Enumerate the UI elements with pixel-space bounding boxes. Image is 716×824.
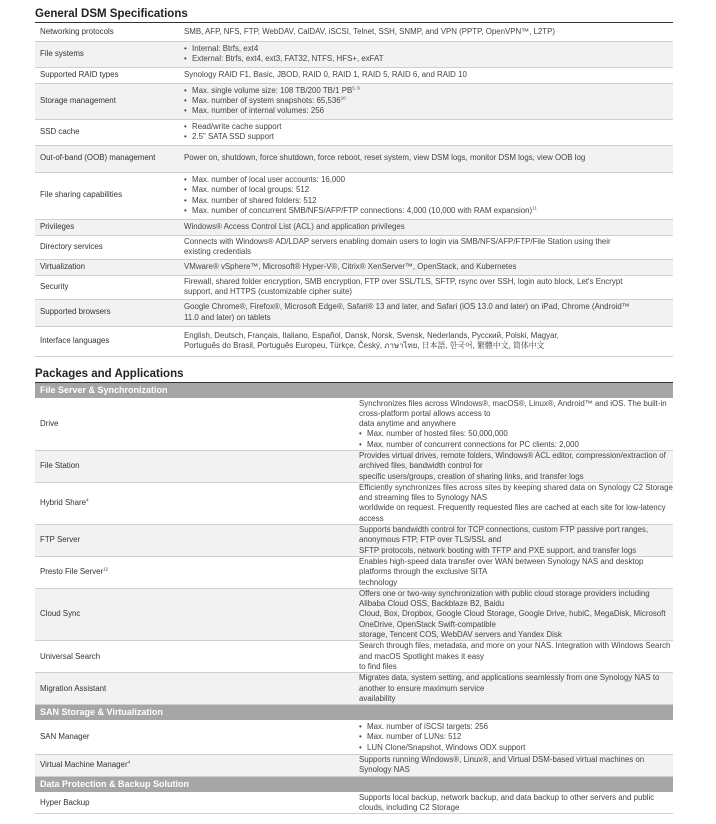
- spec-row: [35, 172, 673, 219]
- footnote-ref: 4: [86, 497, 89, 503]
- spec-value: [354, 792, 673, 814]
- spec-row: [35, 721, 673, 755]
- spec-row: [35, 641, 673, 673]
- spec-row: [35, 792, 673, 814]
- spec-line: data anytime and anywhere: [359, 419, 456, 429]
- spec-line: Migrates data, system setting, and applications seamlessly from one Synology NAS to another to ensure maximum service: [359, 673, 660, 693]
- spec-bullet-text: Internal: Btrfs, ext4: [192, 43, 259, 53]
- spec-value: [179, 145, 673, 172]
- spec-bullet: [184, 44, 673, 54]
- spec-bullet-text: Max. number of concurrent SMB/NFS/AFP/FTP connections: 4,000 (10,000 with RAM expansion): [192, 205, 533, 215]
- spec-label: [35, 641, 354, 673]
- spec-bullet: [184, 132, 673, 142]
- spec-line: Power on, shutdown, force shutdown, force reboot, reset system, view DSM logs, monitor DSM logs, view OOB log: [184, 153, 586, 163]
- spec-row: [35, 83, 673, 119]
- spec-label: [35, 588, 354, 640]
- spec-bullet-text: Max. single volume size: 108 TB/200 TB/1 PB: [192, 85, 353, 95]
- spec-label: [35, 299, 179, 326]
- spec-line: existing credentials: [184, 247, 252, 256]
- spec-bullet: [359, 722, 673, 732]
- spec-row: [35, 450, 673, 482]
- spec-bullet: [184, 122, 673, 132]
- spec-bullet-text: Max. number of system snapshots: 65,536: [192, 95, 341, 105]
- spec-label: [35, 525, 354, 557]
- spec-label-text: Security: [40, 281, 69, 291]
- footnote-ref: 5, 9: [352, 84, 360, 90]
- spec-value: [179, 172, 673, 219]
- spec-label: [35, 145, 179, 172]
- spec-line: Provides virtual drives, remote folders, Windows® ACL editor, compression/extraction of archived files, bandwidth control for: [359, 450, 666, 471]
- spec-bullet-text: Max. number of hosted files: 50,000,000: [367, 429, 508, 439]
- spec-label-text: Migration Assistant: [40, 683, 107, 693]
- spec-label: [35, 23, 179, 41]
- spec-line: English, Deutsch, Français, Italiano, Español, Dansk, Norsk, Svensk, Nederlands, Русский, Polski, Magyar,: [184, 330, 559, 340]
- spec-bullet-text: Max. number of internal volumes: 256: [192, 106, 325, 116]
- spec-label-text: Interface languages: [40, 335, 110, 345]
- spec-bullet-text: Read/write cache support: [192, 121, 282, 131]
- spec-label-text: Hybrid Share: [40, 498, 87, 508]
- spec-row: [35, 259, 673, 275]
- spec-line: Firewall, shared folder encryption, SMB encryption, FTP over SSL/TLS, SFTP, rsync over SSH, login auto block, Let's Encrypt: [184, 276, 623, 286]
- spec-line: storage, Tencent COS, WebDAV servers and Yandex Disk: [359, 630, 562, 640]
- category-title: Data Protection & Backup Solution: [35, 776, 673, 792]
- spec-value: [354, 673, 673, 705]
- spec-bullet-text: LUN Clone/Snapshot, Windows ODX support: [367, 742, 526, 752]
- spec-label-text: File systems: [40, 48, 84, 58]
- spec-row: [35, 482, 673, 524]
- spec-label-text: Presto File Server: [40, 567, 104, 577]
- spec-line: Português do Brasil, Português Europeu, Türkçe, Český, ภาษาไทย, 日本語, 한국어, 繁體中文, 简体中文: [184, 341, 545, 350]
- spec-line: to find files: [359, 661, 397, 671]
- spec-line: Offers one or two-way synchronization with public cloud storage providers including Alibaba Cloud OSS, Backblaze B2, Baidu: [359, 588, 650, 609]
- spec-label: [35, 172, 179, 219]
- spec-bullet: [184, 206, 673, 216]
- spec-label-text: Supported browsers: [40, 307, 111, 317]
- spec-value: [354, 588, 673, 640]
- spec-line: Windows® Access Control List (ACL) and application privileges: [184, 221, 405, 231]
- spec-value: [179, 119, 673, 145]
- spec-label-wrap: [40, 567, 108, 576]
- spec-label-text: Directory services: [40, 241, 103, 251]
- spec-bullet: [184, 196, 673, 206]
- spec-line: Connects with Windows® AD/LDAP servers enabling domain users to login via SMB/NFS/AFP/FTP/File Station using their: [184, 236, 611, 246]
- spec-bullet: [359, 440, 673, 450]
- spec-value: [179, 299, 673, 326]
- spec-bullet: [184, 106, 673, 116]
- spec-page: [35, 6, 673, 814]
- spec-value: [179, 235, 673, 259]
- spec-row: [35, 41, 673, 67]
- spec-line: 11.0 and later) on tablets: [184, 312, 271, 322]
- spec-label: [35, 83, 179, 119]
- spec-value: [179, 23, 673, 41]
- footnote-ref: 12: [103, 566, 109, 572]
- spec-line: SFTP protocols, network booting with TFTP and PXE support, and transfer logs: [359, 545, 637, 555]
- spec-row: [35, 23, 673, 41]
- spec-value: [354, 398, 673, 450]
- general-section-title: General DSM Specifications: [35, 8, 673, 23]
- spec-row: [35, 755, 673, 777]
- spec-line: Enables high-speed data transfer over WAN between Synology NAS and desktop platforms through the exclusive SITA: [359, 556, 644, 577]
- spec-value: [179, 326, 673, 356]
- general-spec-table: [35, 23, 673, 357]
- spec-row: [35, 67, 673, 83]
- spec-line: Supports bandwidth control for TCP connections, custom FTP passive port ranges, anonymous FTP, FTP over TLS/SSL and: [359, 525, 649, 545]
- spec-label-text: Networking protocols: [40, 26, 114, 36]
- spec-label: [35, 755, 354, 777]
- spec-line: Search through files, metadata, and more on your NAS. Integration with Windows Search and macOS Spotlight makes it easy: [359, 641, 671, 661]
- spec-label-text: FTP Server: [40, 535, 81, 545]
- spec-bullet-text: Max. number of LUNs: 512: [367, 732, 462, 742]
- category-title: SAN Storage & Virtualization: [35, 705, 673, 721]
- spec-bullet-text: Max. number of shared folders: 512: [192, 195, 317, 205]
- spec-value: [354, 556, 673, 588]
- spec-line: Supports running Windows®, Linux®, and Virtual DSM-based virtual machines on Synology NAS: [359, 755, 645, 775]
- spec-value: [179, 219, 673, 235]
- spec-row: [35, 398, 673, 450]
- spec-label: [35, 219, 179, 235]
- spec-value: [179, 83, 673, 119]
- spec-label: [35, 792, 354, 814]
- spec-value: [179, 41, 673, 67]
- spec-value: [354, 755, 673, 777]
- spec-line: Synchronizes files across Windows®, macOS®, Linux®, Android™ and iOS. The built-in cross-platform portal allows access to: [359, 398, 667, 418]
- spec-value: [354, 450, 673, 482]
- spec-line: technology: [359, 577, 398, 587]
- spec-line: specific users/groups, creation of sharing links, and transfer logs: [359, 471, 584, 481]
- spec-label-text: Virtual Machine Manager: [40, 760, 128, 770]
- spec-label-text: Privileges: [40, 221, 75, 231]
- spec-line: availability: [359, 693, 396, 703]
- spec-bullet: [184, 96, 673, 106]
- spec-line: Cloud, Box, Dropbox, Google Cloud Storage, Google Drive, hubiC, MegaDisk, Microsoft OneDrive, OpenStack Swift-compatible: [359, 609, 666, 629]
- spec-bullet-text: External: Btrfs, ext4, ext3, FAT32, NTFS, HFS+, exFAT: [192, 54, 384, 63]
- spec-label-wrap: [40, 760, 130, 769]
- spec-bullet-text: Max. number of concurrent connections for PC clients: 2,000: [367, 439, 579, 449]
- spec-label: [35, 259, 179, 275]
- spec-bullet: [359, 732, 673, 742]
- spec-label-text: SSD cache: [40, 126, 80, 136]
- spec-value: [354, 641, 673, 673]
- spec-bullet: [359, 743, 673, 753]
- spec-row: [35, 588, 673, 640]
- spec-label: [35, 673, 354, 705]
- spec-label-text: Cloud Sync: [40, 609, 81, 619]
- spec-label-text: SAN Manager: [40, 732, 90, 742]
- spec-bullet: [184, 86, 673, 96]
- spec-label: [35, 482, 354, 524]
- spec-value: [179, 259, 673, 275]
- spec-label-text: File sharing capabilities: [40, 190, 123, 200]
- spec-value: [179, 275, 673, 299]
- spec-label: [35, 556, 354, 588]
- footnote-ref: 10: [340, 95, 346, 101]
- spec-bullet-text: 2.5" SATA SSD support: [192, 132, 274, 141]
- category-header: [35, 383, 673, 399]
- category-header: [35, 776, 673, 792]
- spec-bullet: [184, 175, 673, 185]
- spec-label-text: Storage management: [40, 95, 116, 105]
- spec-label-text: Drive: [40, 419, 59, 429]
- spec-row: [35, 145, 673, 172]
- packages-section-title: Packages and Applications: [35, 368, 673, 383]
- spec-value: [354, 525, 673, 557]
- footnote-ref: 11: [532, 205, 537, 211]
- spec-row: [35, 673, 673, 705]
- spec-line: support, and HTTPS (customizable cipher suite): [184, 287, 352, 296]
- spec-label: [35, 450, 354, 482]
- spec-label: [35, 67, 179, 83]
- spec-label-text: File Station: [40, 461, 80, 471]
- spec-label-text: Hyper Backup: [40, 797, 90, 807]
- spec-line: Supports local backup, network backup, and data backup to other servers and public clouds, including C2 Storage: [359, 792, 655, 812]
- spec-label: [35, 398, 354, 450]
- spec-bullet-text: Max. number of local user accounts: 16,000: [192, 174, 346, 184]
- spec-line: worldwide on request. Frequently requested files are cached at each site for low-latency access: [359, 503, 666, 523]
- spec-label: [35, 119, 179, 145]
- spec-bullet-text: Max. number of local groups: 512: [192, 185, 310, 195]
- spec-row: [35, 119, 673, 145]
- spec-bullet: [359, 429, 673, 439]
- spec-row: [35, 275, 673, 299]
- spec-line: Efficiently synchronizes files across sites by keeping shared data on Synology C2 Storage and streaming files to Synology NAS: [359, 482, 673, 503]
- spec-row: [35, 326, 673, 356]
- spec-line: VMware® vSphere™, Microsoft® Hyper-V®, Citrix® XenServer™, OpenStack, and Kubernetes: [184, 261, 517, 271]
- spec-bullet: [184, 185, 673, 195]
- spec-bullet: [184, 54, 673, 64]
- spec-label-text: Out-of-band (OOB) management: [40, 153, 156, 163]
- spec-row: [35, 219, 673, 235]
- spec-label-text: Virtualization: [40, 261, 86, 271]
- spec-bullet-text: Max. number of iSCSI targets: 256: [367, 722, 489, 732]
- spec-line: Google Chrome®, Firefox®, Microsoft Edge®, Safari® 13 and later, and Safari (iOS 13.0 and later) on iPad, Chrome (Android™: [184, 302, 630, 312]
- spec-label-text: Supported RAID types: [40, 69, 119, 79]
- spec-row: [35, 299, 673, 326]
- spec-row: [35, 235, 673, 259]
- category-title: File Server & Synchronization: [35, 383, 673, 399]
- spec-value: [354, 482, 673, 524]
- packages-spec-table: [35, 383, 673, 815]
- spec-label: [35, 326, 179, 356]
- spec-row: [35, 556, 673, 588]
- spec-line: Synology RAID F1, Basic, JBOD, RAID 0, RAID 1, RAID 5, RAID 6, and RAID 10: [184, 69, 467, 79]
- spec-label: [35, 235, 179, 259]
- spec-value: [354, 721, 673, 755]
- spec-line: SMB, AFP, NFS, FTP, WebDAV, CalDAV, iSCSI, Telnet, SSH, SNMP, and VPN (PPTP, OpenVPN™, L2TP): [184, 26, 556, 36]
- spec-value: [179, 67, 673, 83]
- footnote-ref: 4: [127, 759, 131, 765]
- category-header: [35, 705, 673, 721]
- spec-label: [35, 41, 179, 67]
- spec-label: [35, 275, 179, 299]
- spec-label: [35, 721, 354, 755]
- spec-row: [35, 525, 673, 557]
- spec-label-text: Universal Search: [40, 651, 101, 661]
- spec-label-wrap: [40, 498, 89, 507]
